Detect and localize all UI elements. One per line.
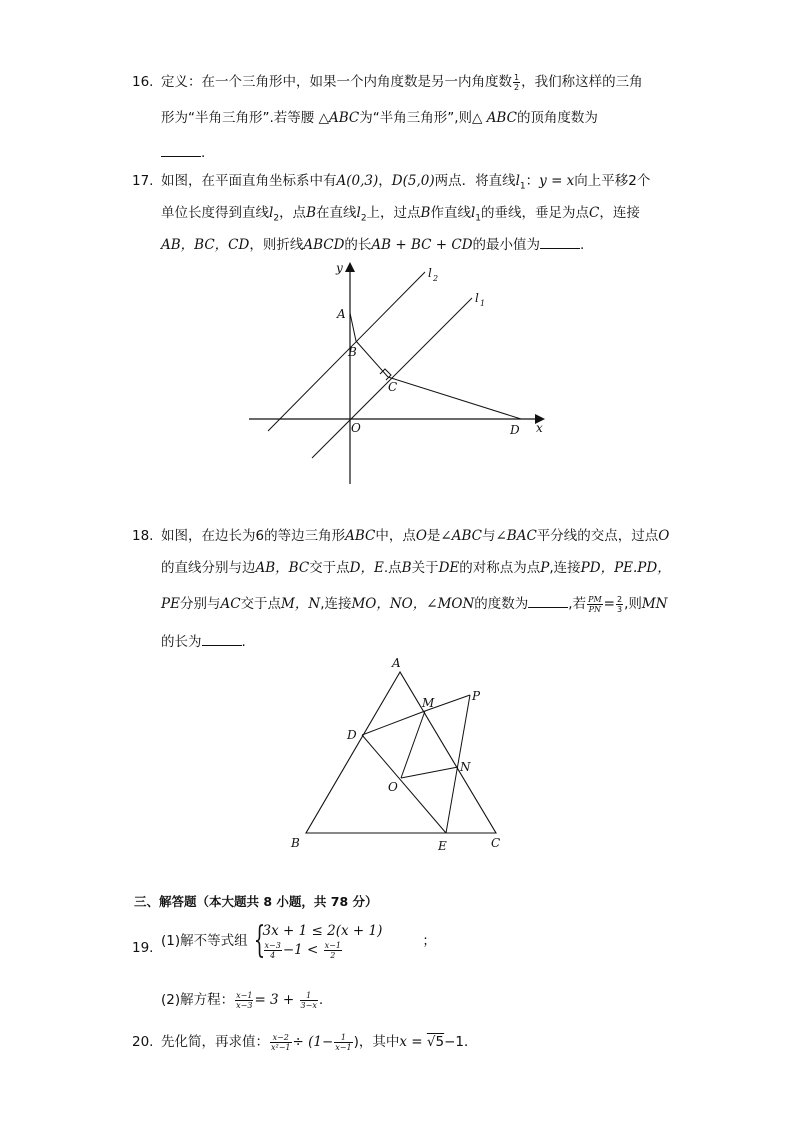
figure-18-triangle — [285, 652, 505, 852]
segment-DE — [362, 735, 446, 833]
label-M: M — [422, 696, 435, 710]
label-P: P — [472, 689, 481, 703]
figure-17-coordinate-plane — [240, 255, 560, 490]
segment-AB — [350, 313, 356, 341]
question-18-line-1: 如图，在边长为6的等边三角形ABC中，点O是∠ABC与∠BAC平分线的交点，过点O — [161, 528, 670, 544]
fraction-PM-PN: $\frac{PM}{PN}$ — [588, 594, 602, 614]
segment-DM — [362, 711, 425, 735]
label-D: D — [510, 423, 520, 437]
segment-MO — [401, 711, 425, 778]
question-19-part-1: (1)解不等式组 { 3x + 1 ≤ 2(x + 1) $\frac{x-3}{4}$ −1 < $\frac{x-1}{2}$ ； — [161, 920, 436, 961]
question-17-line-3: AB，BC，CD，则折线ABCD的长AB + BC + CD的最小值为 . — [161, 234, 584, 255]
sqrt-five: √5 — [426, 1034, 445, 1050]
fraction-two-thirds: $\frac{2}{3}$ — [616, 594, 623, 614]
answer-blank[interactable] — [161, 142, 201, 157]
label-A: A — [392, 656, 401, 670]
label-l1-sub: 1 — [480, 299, 486, 308]
question-17-line-2: 单位长度得到直线$l_2$，点B在直线$l_2$上，过点B作直线$l_1$的垂线，垂足为点C，连接 — [161, 205, 640, 224]
answer-blank[interactable] — [540, 234, 580, 249]
fraction-one-half: $\frac{1}{2}$ — [514, 72, 520, 92]
label-E: E — [438, 839, 447, 852]
line-l2 — [268, 272, 425, 431]
question-16-line-3: . — [161, 142, 205, 163]
label-x: x — [536, 421, 543, 435]
brace-icon: { — [253, 920, 265, 961]
segment-CD — [388, 377, 521, 419]
answer-blank-2[interactable] — [202, 631, 242, 646]
label-N: N — [460, 760, 471, 774]
label-B: B — [348, 345, 357, 359]
question-19-part-2: (2)解方程： $\frac{x-1}{x-3}$ = 3 + $\frac{1}{3-x}$ . — [161, 990, 324, 1010]
question-number: 20. — [132, 1034, 154, 1050]
question-18-line-2: 的直线分别与边AB，BC交于点D，E.点B关于DE的对称点为点P,连接PD，PE.PD， — [161, 560, 671, 576]
label-D: D — [347, 728, 357, 742]
section-heading: 三、解答题（本大题共 8 小题，共 78 分） — [134, 894, 378, 909]
label-O: O — [351, 421, 361, 435]
question-17-line-1: 如图，在平面直角坐标系中有A(0,3)，D(5,0)两点．将直线$l_1$：y = x向上平移2个 — [161, 173, 651, 192]
label-A: A — [337, 307, 346, 321]
label-O: O — [388, 780, 398, 794]
segment-NO — [401, 767, 458, 778]
label-l2: l — [428, 266, 432, 280]
label-C: C — [388, 380, 398, 394]
question-18-line-4: 的长为 . — [161, 631, 246, 652]
question-20-line: 先化简，再求值： $\frac{x-2}{\text{x²−1}}$ ÷ (1− $\frac{1}{x-1}$ )，其中x = √5−1． — [161, 1032, 478, 1052]
inequality-system: 3x + 1 ≤ 2(x + 1) $\frac{x-3}{4}$ −1 < $\frac{x-1}{2}$ — [262, 923, 383, 960]
question-16-line-2: 形为“半角三角形”.若等腰 △ABC为“半角三角形”,则△ ABC的顶角度数为 — [161, 110, 598, 126]
label-C: C — [491, 836, 501, 850]
answer-blank-1[interactable] — [528, 593, 568, 608]
question-number: 16. — [132, 74, 154, 90]
label-B: B — [291, 836, 300, 850]
y-axis-arrow — [345, 262, 355, 272]
question-number: 18. — [132, 528, 154, 544]
question-18-line-3: PE分别与AC交于点M，N,连接MO，NO，∠MON的度数为 ,若 $\frac{PM}{PN}$ = $\frac{2}{3}$ ,则MN — [161, 594, 668, 614]
question-number: 17. — [132, 173, 154, 189]
segment-BC — [356, 341, 388, 377]
label-l1: l — [475, 291, 479, 305]
question-number: 19. — [132, 940, 154, 956]
label-y: y — [336, 261, 343, 275]
question-16-line-1: 定义：在一个三角形中，如果一个内角度数是另一内角度数 $\frac{1}{2}$ ，我们称这样的三角 — [161, 72, 643, 92]
label-l2-sub: 2 — [433, 274, 439, 283]
